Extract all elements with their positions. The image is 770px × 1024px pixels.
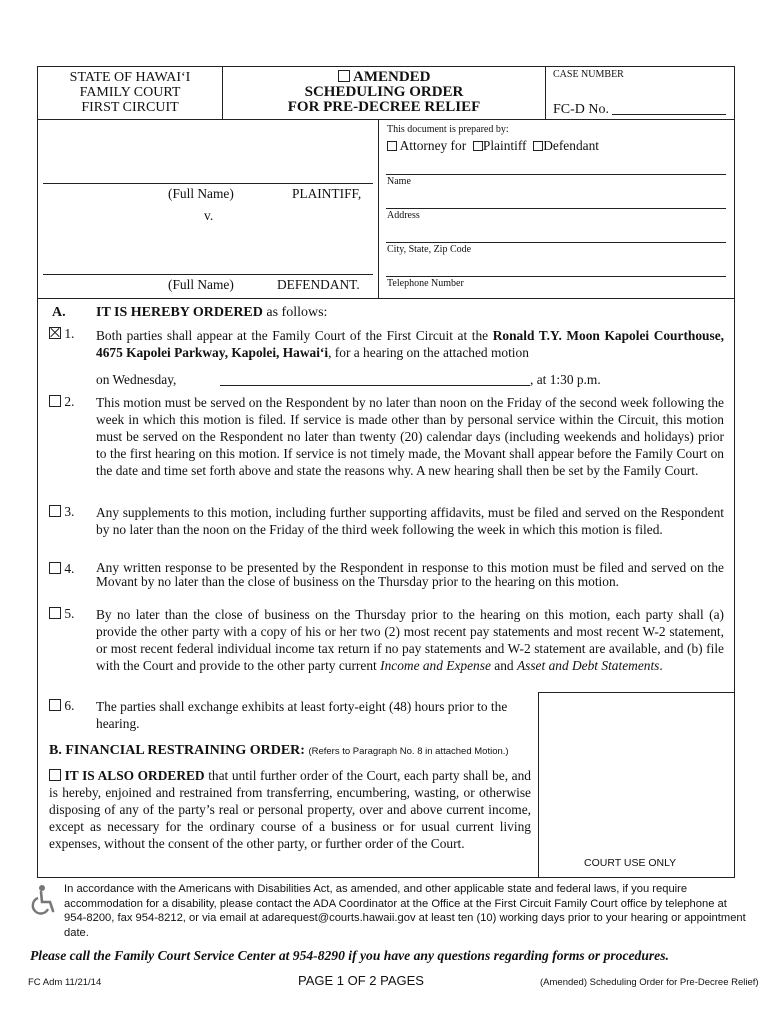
item-5-income-expense: Income and Expense (380, 658, 491, 673)
item-1-text2: , for a hearing on the attached motion (328, 345, 529, 360)
case-number-field[interactable] (612, 114, 726, 115)
item-6-marker (49, 698, 74, 714)
divider (37, 298, 734, 299)
title-line3: FOR PRE-DECREE RELIEF (287, 99, 481, 115)
fcd-label: FC-D No. (553, 102, 610, 117)
court-line: FAMILY COURT (79, 85, 181, 100)
item-6-number: 6. (64, 698, 75, 713)
defendant-caption: (Full Name) (168, 277, 234, 292)
section-a-rest: as follows: (262, 305, 328, 320)
item-3-number: 3. (64, 504, 75, 519)
item-3-checkbox[interactable] (49, 505, 61, 517)
section-a-letter: A. (52, 305, 66, 320)
address-label: Address (387, 210, 420, 221)
item-5-text1: By no later than the close of business on the Thursday prior to the hearing on this motion, each party shall (a) provide the other party with a copy of his or her two (2) most recent pay statements and most recent W-2 statement, or most recent federal individual income tax return if no pay statements and W-2 statement are available, and (b) file with the Court and provide to the other party current (96, 607, 724, 673)
form-id: FC Adm 11/21/14 (28, 977, 102, 988)
name-label: Name (387, 176, 411, 187)
accessibility-icon (30, 884, 58, 916)
versus: v. (204, 208, 214, 223)
wheelchair-icon (30, 884, 58, 916)
item-1-text (96, 327, 724, 361)
item-1-number: 1. (64, 326, 75, 341)
item-1-courthouse: Ronald T.Y. Moon Kapolei Courthouse, 4675 Kapolei Parkway, Kapolei, Hawai‘i (96, 328, 725, 360)
amended-checkbox[interactable] (338, 70, 350, 82)
title-amended: AMENDED (353, 69, 431, 85)
item-5-and: and (490, 658, 517, 673)
phone-field[interactable] (386, 276, 726, 277)
item-5-end: . (659, 658, 663, 673)
page-indicator: PAGE 1 OF 2 PAGES (298, 973, 424, 988)
court-use-box[interactable] (538, 692, 734, 877)
address-field[interactable] (386, 208, 726, 209)
item-5-checkbox[interactable] (49, 607, 61, 619)
item-4-marker (49, 561, 74, 577)
section-a-bold: IT IS HEREBY ORDERED (96, 305, 263, 320)
defendant-checkbox[interactable] (533, 141, 543, 151)
item-1-time: , at 1:30 p.m. (530, 372, 601, 387)
item-6-text: The parties shall exchange exhibits at least forty-eight (48) hours prior to the hearing. (96, 699, 508, 731)
item-1-checkbox[interactable] (49, 327, 61, 339)
item-5-marker (49, 606, 74, 622)
attorney-checkbox[interactable] (387, 141, 397, 151)
call-notice: Please call the Family Court Service Center at 954-8290 if you have any questions regarding forms or procedures. (30, 948, 669, 963)
hearing-date-field[interactable] (220, 385, 530, 386)
divider (222, 66, 223, 119)
section-b-checkbox[interactable] (49, 769, 61, 781)
item-5-asset-debt: Asset and Debt Statements (516, 658, 660, 673)
divider (378, 119, 379, 298)
item-3-marker (49, 504, 74, 520)
phone-label: Telephone Number (387, 278, 464, 289)
item-2-marker (49, 394, 74, 410)
item-1-text1: Both parties shall appear at the Family Court of the First Circuit at the (96, 328, 493, 343)
state-line: STATE OF HAWAI‘I (69, 70, 191, 85)
item-1-date-prefix: on Wednesday, (96, 372, 177, 387)
item-3-text: Any supplements to this motion, including further supporting affidavits, must be filed and served on the Respondent by no later than the noon on the Friday of the third week following the week in which this motion is filed. (96, 505, 724, 537)
plaintiff-name-field[interactable] (43, 183, 373, 184)
divider (37, 119, 734, 120)
defendant-option-label: Defendant (543, 138, 600, 153)
defendant-name-field[interactable] (43, 274, 373, 275)
section-b-title: B. FINANCIAL RESTRAINING ORDER: (49, 743, 305, 758)
item-5-number: 5. (64, 606, 75, 621)
attorney-label: Attorney for (399, 138, 467, 153)
document-title (224, 70, 544, 115)
item-4-number: 4. (64, 561, 75, 576)
item-4-text: Any written response to be presented by the Respondent in response to this motion must be filed and served on the Movant by no later than the close of business on the Thursday prior to the hearing on this motion. (96, 560, 724, 589)
plaintiff-option-label: Plaintiff (482, 138, 527, 153)
item-6-checkbox[interactable] (49, 699, 61, 711)
item-4-checkbox[interactable] (49, 562, 61, 574)
item-2-checkbox[interactable] (49, 395, 61, 407)
section-b-bold: IT IS ALSO ORDERED (64, 768, 205, 783)
city-label: City, State, Zip Code (387, 244, 472, 255)
court-info (40, 70, 220, 115)
defendant-label: DEFENDANT. (277, 277, 360, 292)
section-b-text (49, 767, 531, 852)
plaintiff-label: PLAINTIFF, (292, 186, 362, 201)
circuit-line: FIRST CIRCUIT (81, 100, 179, 115)
case-number-label: CASE NUMBER (553, 69, 624, 80)
section-b-body: that until further order of the Court, each party shall be, and is hereby, enjoined and restrained from transferring, encumbering, wasting, or otherwise disposing of any of the party’s real or personal property, over and above current income, except as necessary for the ordinary course of a business or for usual current living expenses, without the consent of the other party, or further order of the Court. (49, 768, 531, 851)
item-2-text: This motion must be served on the Respondent by no later than noon on the Friday of the second week following the week in which this motion is filed. If service is made other than by personal service within the Circuit, this motion must be served on the Respondent no later than twenty (20) calendar days (including weekends and holidays) prior to the first hearing on this motion. If service is not timely made, the Movant shall appear before the Family Court on the date and time set forth above and state the reasons why. A new hearing shall then be set by the Family Court. (96, 395, 724, 478)
preparer-options (387, 138, 599, 154)
section-a-heading (96, 305, 327, 321)
city-field[interactable] (386, 242, 726, 243)
title-line2: SCHEDULING ORDER (304, 84, 464, 100)
name-field[interactable] (386, 174, 726, 175)
item-5-text (96, 606, 724, 674)
item-1-marker (49, 326, 74, 342)
prepared-by: This document is prepared by: (387, 124, 509, 135)
item-2-number: 2. (64, 394, 75, 409)
court-use-label: COURT USE ONLY (584, 857, 677, 869)
divider (545, 66, 546, 119)
footer-doc-title: (Amended) Scheduling Order for Pre-Decree Relief) (540, 977, 759, 988)
plaintiff-checkbox[interactable] (473, 141, 483, 151)
section-b-heading (49, 743, 509, 759)
plaintiff-caption: (Full Name) (168, 186, 234, 201)
ada-notice: In accordance with the Americans with Disabilities Act, as amended, and other applicable state and federal laws, if you require accommodation for a disability, please contact the ADA Coordinator at the Office at the First Circuit Family Court office by telephone at 954-8200, fax 954-8212, or via email at adarequest@courts.hawaii.gov at least ten (10) working days prior to your hearing or appointment date. (64, 883, 746, 939)
section-b-note: (Refers to Paragraph No. 8 in attached Motion.) (308, 746, 509, 757)
